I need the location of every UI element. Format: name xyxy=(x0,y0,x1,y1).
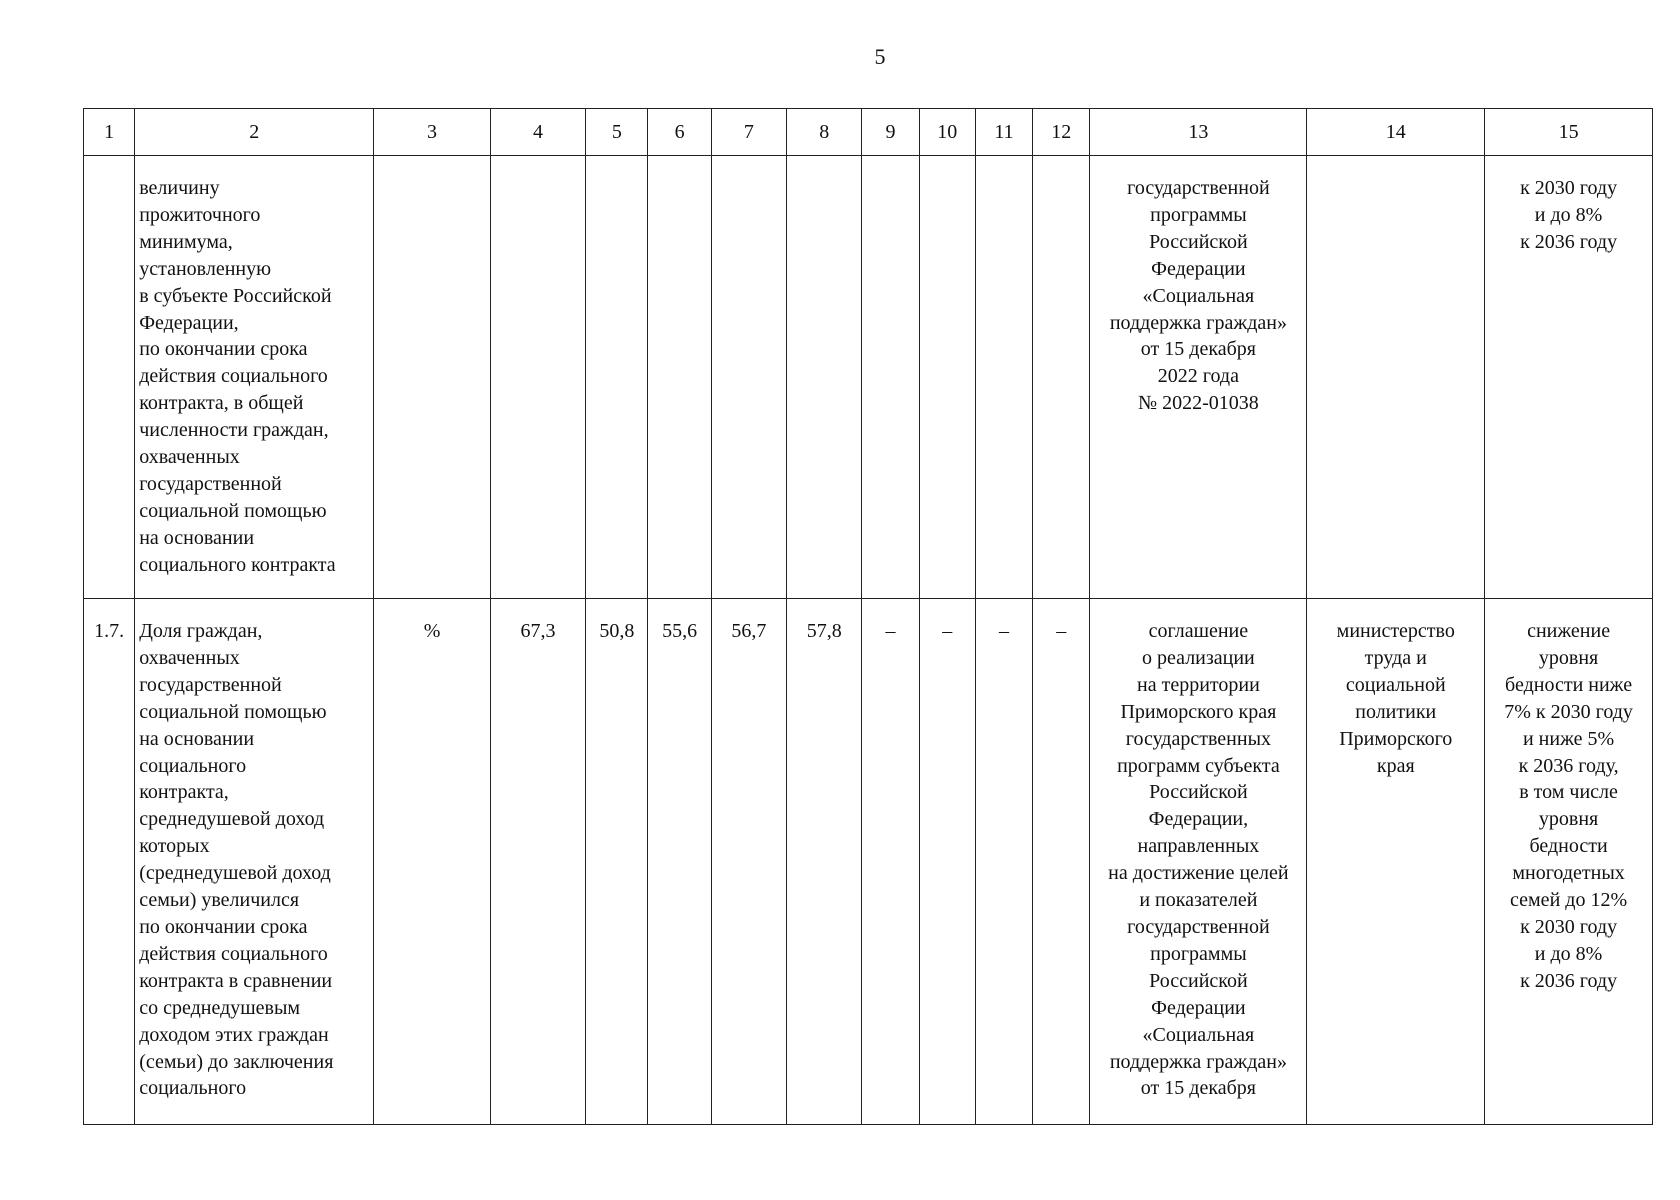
header-cell: 5 xyxy=(586,109,648,156)
row-number-cell: 1.7. xyxy=(84,599,135,1125)
document-cell: соглашение о реализации на территории Приморского края государственных программ субъекта Российской Федерации, направленных на достижение целей и показателей государственной программы Российской Федерации «Социальная поддержка граждан» от 15 декабря xyxy=(1090,599,1307,1125)
value-cell xyxy=(862,156,919,599)
header-cell: 13 xyxy=(1090,109,1307,156)
value-cell-11: – xyxy=(975,599,1032,1125)
row-number-cell xyxy=(84,156,135,599)
value-cell xyxy=(490,156,585,599)
value-cell-5: 50,8 xyxy=(586,599,648,1125)
result-cell: снижение уровня бедности ниже 7% к 2030 году и ниже 5% к 2036 году, в том числе уровня бедности многодетных семей до 12% к 2030 году и до 8% к 2036 году xyxy=(1485,599,1653,1125)
value-cell xyxy=(586,156,648,599)
header-cell: 11 xyxy=(975,109,1032,156)
header-cell: 9 xyxy=(862,109,919,156)
responsible-cell xyxy=(1307,156,1485,599)
document-cell: государственной программы Российской Федерации «Социальная поддержка граждан» от 15 декабря 2022 года № 2022-01038 xyxy=(1090,156,1307,599)
responsible-cell: министерство труда и социальной политики Приморского края xyxy=(1307,599,1485,1125)
value-cell xyxy=(919,156,975,599)
value-cell xyxy=(787,156,862,599)
header-row xyxy=(84,109,1653,156)
value-cell-10: – xyxy=(919,599,975,1125)
table-row-1-7 xyxy=(84,599,1653,1125)
header-cell: 3 xyxy=(374,109,491,156)
header-cell: 12 xyxy=(1033,109,1090,156)
value-cell xyxy=(648,156,711,599)
table-row-continued xyxy=(84,156,1653,599)
header-cell: 1 xyxy=(84,109,135,156)
value-cell-4: 67,3 xyxy=(490,599,585,1125)
value-cell xyxy=(711,156,786,599)
value-cell-9: – xyxy=(862,599,919,1125)
value-cell xyxy=(1033,156,1090,599)
value-cell-7: 56,7 xyxy=(711,599,786,1125)
page-number: 5 xyxy=(874,44,886,69)
result-cell: к 2030 году и до 8% к 2036 году xyxy=(1485,156,1653,599)
unit-cell xyxy=(374,156,491,599)
header-cell: 2 xyxy=(135,109,374,156)
value-cell-6: 55,6 xyxy=(648,599,711,1125)
indicator-name-cell: величину прожиточного минимума, установленную в субъекте Российской Федерации, по окончании срока действия социального контракта, в общей численности граждан, охваченных государственной социальной помощью на основании социального контракта xyxy=(135,156,374,599)
header-cell: 8 xyxy=(787,109,862,156)
value-cell xyxy=(975,156,1032,599)
header-cell: 4 xyxy=(490,109,585,156)
header-cell: 6 xyxy=(648,109,711,156)
indicators-table xyxy=(83,108,1653,1125)
indicator-name-cell: Доля граждан, охваченных государственной социальной помощью на основании социального контракта, среднедушевой доход которых (среднедушевой доход семьи) увеличился по окончании срока действия социального контракта в сравнении со среднедушевым доходом этих граждан (семьи) до заключения социального xyxy=(135,599,374,1125)
header-cell: 15 xyxy=(1485,109,1653,156)
value-cell-8: 57,8 xyxy=(787,599,862,1125)
header-cell: 14 xyxy=(1307,109,1485,156)
header-cell: 7 xyxy=(711,109,786,156)
value-cell-12: – xyxy=(1033,599,1090,1125)
unit-cell: % xyxy=(374,599,491,1125)
header-cell: 10 xyxy=(919,109,975,156)
